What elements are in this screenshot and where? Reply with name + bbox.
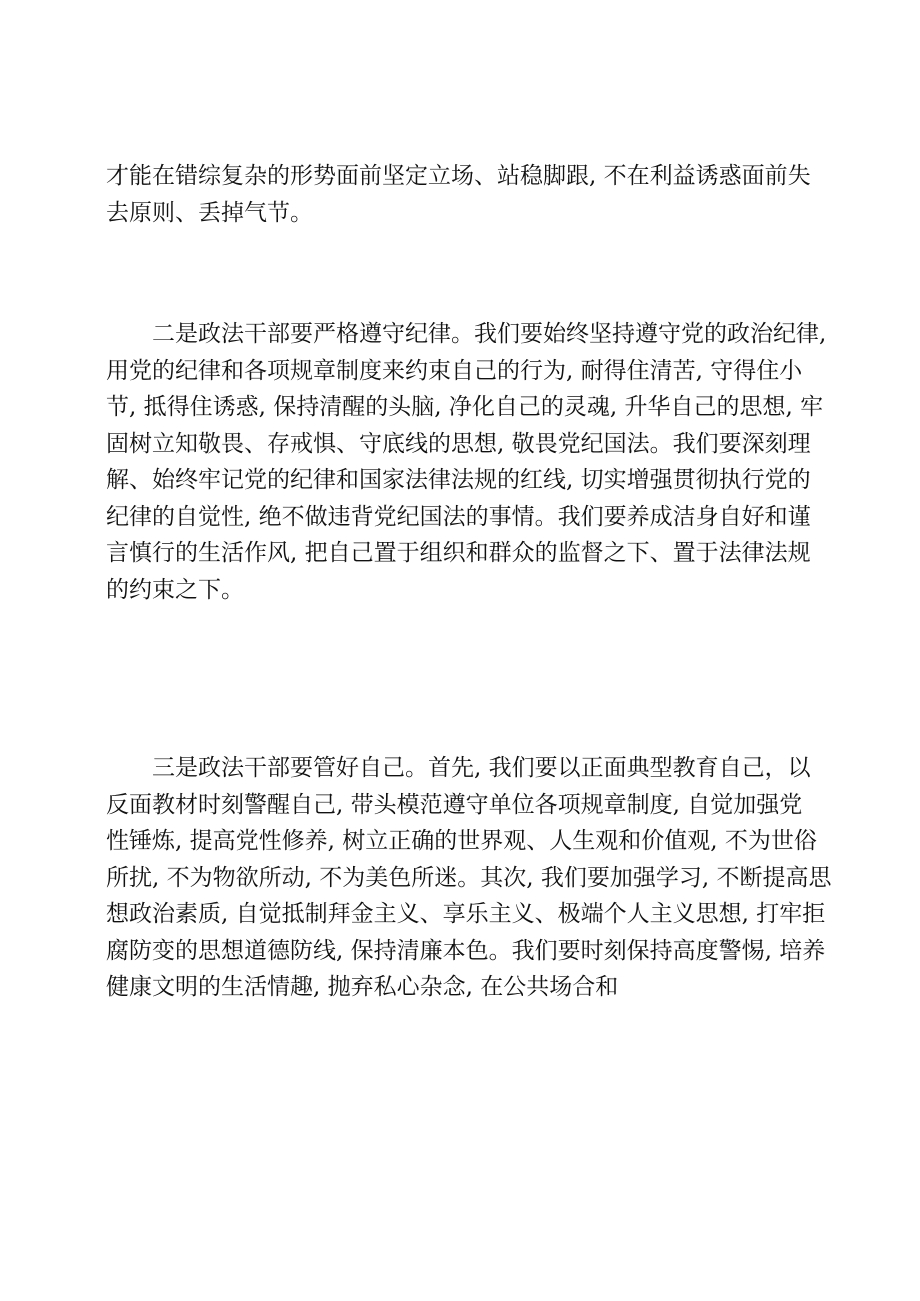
text-line: 所扰, 不为物欲所动, 不为美色所迷。其次, 我们要加强学习, 不断提高思	[106, 864, 832, 891]
text-line: 健康文明的生活情趣, 抛弃私心杂念, 在公共场合和	[106, 974, 619, 1000]
text-line: 的约束之下。	[106, 576, 244, 603]
text-line: 固树立知敬畏、存戒惧、守底线的思想, 敬畏党纪国法。我们要深刻理	[106, 430, 811, 457]
text-line: 去原则、丢掉气节。	[106, 199, 313, 226]
text-line: 三是政法干部要管好自己。首先, 我们要以正面典型教育自己，以	[152, 755, 811, 781]
text-line: 用党的纪律和各项规章制度来约束自己的行为, 耐得住清苦, 守得住小	[106, 357, 803, 384]
text-line: 二是政法干部要严格遵守纪律。我们要始终坚持遵守党的政治纪律,	[152, 321, 827, 347]
text-line: 言慎行的生活作风, 把自己置于组织和群众的监督之下、置于法律法规	[106, 540, 811, 566]
paragraph-discipline	[106, 316, 826, 608]
text-line: 纪律的自觉性, 绝不做违背党纪国法的事情。我们要养成洁身自好和谨	[106, 503, 811, 530]
text-line: 反面教材时刻警醒自己, 带头模范遵守单位各项规章制度, 自觉加强党	[106, 791, 803, 818]
text-line: 节, 抵得住诱惑, 保持清醒的头脑, 净化自己的灵魂, 升华自己的思想, 牢	[106, 394, 824, 420]
paragraph-continuation	[106, 158, 826, 231]
text-line: 想政治素质, 自觉抵制拜金主义、享乐主义、极端个人主义思想, 打牢拒	[106, 901, 826, 927]
paragraph-self-management	[106, 750, 832, 1006]
text-line: 腐防变的思想道德防线, 保持清廉本色。我们要时刻保持高度警惕, 培养	[106, 937, 826, 964]
text-line: 性锤炼, 提高党性修养, 树立正确的世界观、人生观和价值观, 不为世俗	[106, 828, 817, 854]
text-line: 解、始终牢记党的纪律和国家法律法规的红线, 切实增强贯彻执行党的	[106, 467, 811, 493]
text-line: 才能在错综复杂的形势面前坚定立场、站稳脚跟, 不在利益诱惑面前失	[106, 163, 811, 189]
